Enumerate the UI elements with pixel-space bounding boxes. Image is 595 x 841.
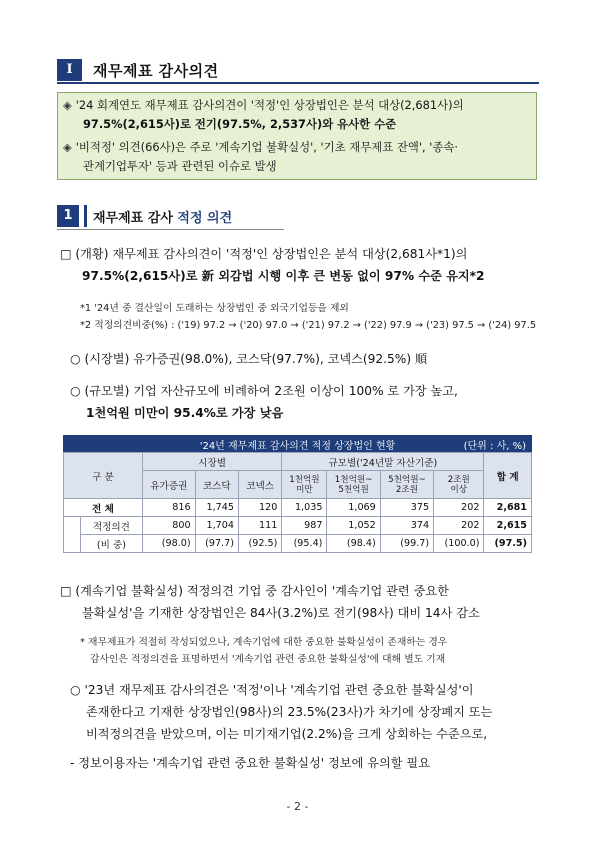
cell-total: (97.5) xyxy=(484,535,532,553)
footnote: *2 적정의견비중(%) : ('19) 97.2 → ('20) 97.0 → ('21) 97.2 → ('22) 97.9 → ('23) 97.5 → ('24) 97.5 xyxy=(80,320,537,331)
section-divider xyxy=(57,82,539,84)
paragraph-line: ○ '23년 재무제표 감사의견은 '적정'이나 '계속기업 관련 중요한 불확실성'이 xyxy=(70,683,474,697)
table-header: 시장별 xyxy=(142,453,281,471)
cell: (99.7) xyxy=(380,535,433,553)
cell: 111 xyxy=(238,517,281,535)
cell: 374 xyxy=(380,517,433,535)
paragraph-note-users: - 정보이용자는 '계속기업 관련 중요한 불확실성' 정보에 유의할 필요 xyxy=(70,756,430,770)
cell: 1,704 xyxy=(195,517,238,535)
cell: 202 xyxy=(434,499,484,517)
cell: (100.0) xyxy=(434,535,484,553)
paragraph-overview xyxy=(60,243,540,287)
paragraph-going-concern xyxy=(60,580,540,624)
paragraph-line: 비적정의견을 받았으며, 이는 미기재기업(2.2%)을 크게 상회하는 수준으로, xyxy=(86,727,488,741)
table-col-header: 코넥스 xyxy=(238,471,281,499)
table-unit: (단위 : 사, %) xyxy=(463,441,526,452)
table-col-header: 1천억원 미만 xyxy=(282,471,327,499)
cell: 1,745 xyxy=(195,499,238,517)
table-col-header: 2조원 이상 xyxy=(434,471,484,499)
table-col-header: 유가증권 xyxy=(142,471,195,499)
page-number: - 2 - xyxy=(286,800,309,813)
paragraph-size xyxy=(70,380,540,424)
cell: (98.4) xyxy=(327,535,380,553)
table-header: 구 분 xyxy=(64,453,143,499)
summary-line: '비적정' 의견(66사)은 주로 '계속기업 불확실성', '기초 재무제표 잔액', '종속· xyxy=(75,140,458,154)
table-header: 합 계 xyxy=(484,453,532,499)
row-label: 전 체 xyxy=(64,499,143,517)
summary-line: '24 회계연도 재무제표 감사의견이 '적정'인 상장법인은 분석 대상(2,681사)의 xyxy=(75,98,464,112)
cell: 120 xyxy=(238,499,281,517)
paragraph-line: 97.5%(2,615사)로 新 외감법 시행 이후 큰 변동 없이 97% 수준 유지*2 xyxy=(82,269,485,283)
subsection-number: 1 xyxy=(57,205,79,227)
footnotes xyxy=(80,300,540,334)
summary-line: 관계기업투자' 등과 관련된 이슈로 발생 xyxy=(83,159,277,173)
paragraph-line: 불확실성'을 기재한 상장법인은 84사(3.2%)로 전기(98사) 대비 14사 감소 xyxy=(82,606,480,620)
table-col-header: 1천억원~ 5천억원 xyxy=(327,471,380,499)
paragraph-line: □ (개황) 재무제표 감사의견이 '적정'인 상장법인은 분석 대상(2,681사*1)의 xyxy=(60,247,468,261)
cell: 375 xyxy=(380,499,433,517)
cell: 1,052 xyxy=(327,517,380,535)
subsection-title-prefix: 재무제표 감사 xyxy=(93,211,178,226)
summary-item xyxy=(63,96,533,134)
row-label: (비 중) xyxy=(81,535,143,553)
section-number: Ⅰ xyxy=(57,59,82,81)
table-col-header: 코스닥 xyxy=(195,471,238,499)
paragraph-line: 1천억원 미만이 95.4%로 가장 낮음 xyxy=(86,406,284,420)
footnotes xyxy=(80,634,540,668)
subsection-bar xyxy=(84,205,87,227)
subsection-underline xyxy=(57,229,284,230)
table-row xyxy=(64,499,532,517)
cell-total: 2,615 xyxy=(484,517,532,535)
cell: (98.0) xyxy=(142,535,195,553)
diamond-bullet-icon: ◈ xyxy=(63,98,72,112)
summary-item xyxy=(63,138,533,176)
cell-total: 2,681 xyxy=(484,499,532,517)
section-title: 재무제표 감사의견 xyxy=(93,62,219,80)
subsection-title-highlight: 적정 의견 xyxy=(177,211,233,226)
cell: 1,035 xyxy=(282,499,327,517)
footnote: *1 '24년 중 결산일이 도래하는 상장법인 중 외국기업등을 제외 xyxy=(80,303,349,314)
footnote: * 재무제표가 적절히 작성되었으나, 계속기업에 대한 중요한 불확실성이 존재하는 경우 xyxy=(80,637,448,648)
cell: (92.5) xyxy=(238,535,281,553)
row-label: 적정의견 xyxy=(81,517,143,535)
table-col-header: 5천억원~ 2조원 xyxy=(380,471,433,499)
cell: (95.4) xyxy=(282,535,327,553)
cell: 202 xyxy=(434,517,484,535)
diamond-bullet-icon: ◈ xyxy=(63,140,72,154)
cell: 987 xyxy=(282,517,327,535)
cell: 816 xyxy=(142,499,195,517)
table-row xyxy=(64,517,532,535)
paragraph-line: □ (계속기업 불확실성) 적정의견 기업 중 감사인이 '계속기업 관련 중요한 xyxy=(60,584,449,598)
paragraph-market: ○ (시장별) 유가증권(98.0%), 코스닥(97.7%), 코넥스(92.5%) 順 xyxy=(70,352,428,366)
footnote: 감사인은 적정의견을 표명하면서 '계속기업 관련 중요한 불확실성'에 대해 별도 기재 xyxy=(90,654,446,665)
cell: 1,069 xyxy=(327,499,380,517)
summary-table xyxy=(63,452,532,553)
summary-line: 97.5%(2,615사)로 전기(97.5%, 2,537사)와 유사한 수준 xyxy=(83,117,397,131)
cell: (97.7) xyxy=(195,535,238,553)
table-header: 규모별('24년말 자산기준) xyxy=(282,453,484,471)
paragraph-line: ○ (규모별) 기업 자산규모에 비례하여 2조원 이상이 100% 로 가장 높고, xyxy=(70,384,458,398)
table-caption: '24년 재무제표 감사의견 적정 상장법인 현황 xyxy=(199,441,396,452)
paragraph-23-opinion xyxy=(70,679,540,745)
cell: 800 xyxy=(142,517,195,535)
table-caption-bar xyxy=(63,435,532,452)
paragraph-line: 존재한다고 기재한 상장법인(98사)의 23.5%(23사)가 차기에 상장폐지 또는 xyxy=(86,705,493,719)
subsection-title xyxy=(93,207,232,226)
table-row xyxy=(64,535,532,553)
